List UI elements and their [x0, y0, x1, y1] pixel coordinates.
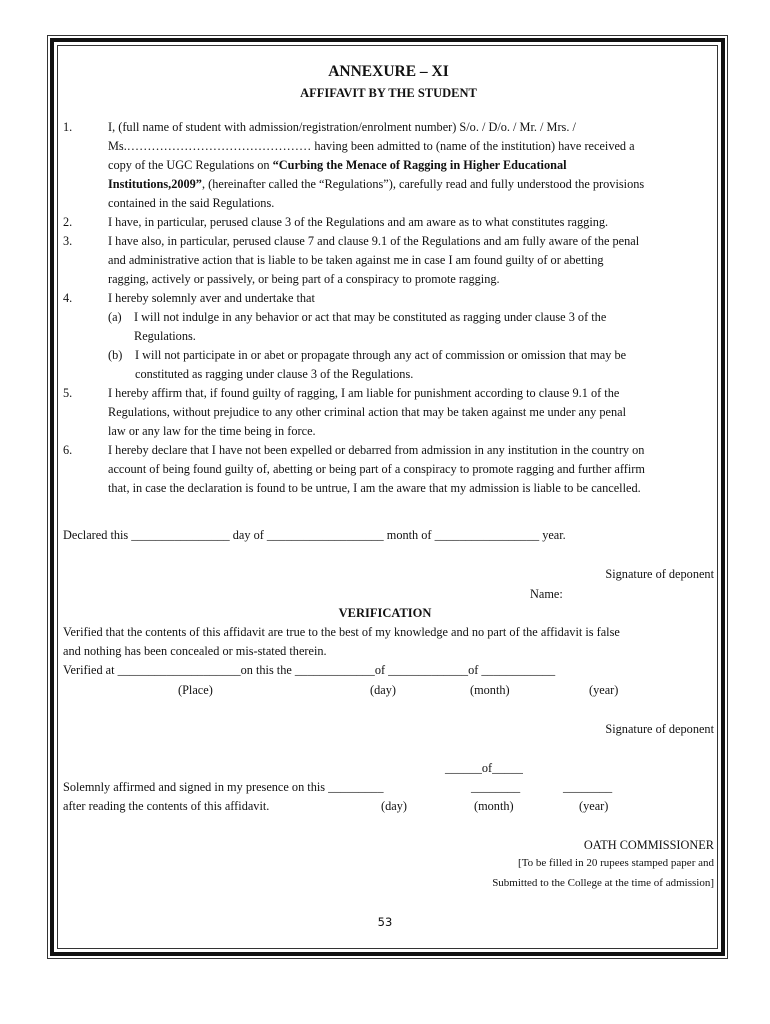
stamp-paper-note: [To be filled in 20 rupees stamped paper and [518, 857, 714, 869]
clause-4 [63, 289, 714, 384]
clause-line: Ms.……………………………………… having been admitted to (name of the institution) have received a [108, 139, 635, 153]
year-label-2: (year) [579, 799, 609, 813]
clause-number: 2. [63, 215, 73, 229]
clause-line: contained in the said Regulations. [108, 196, 275, 210]
clause-2 [63, 213, 714, 232]
clause-1 [63, 118, 714, 213]
clause-line: that, in case the declaration is found to be untrue, I am the aware that my admission is liable to be cancelled. [108, 481, 641, 495]
year-blank: ________ [563, 780, 613, 794]
regulation-title-end: Institutions,2009” [108, 177, 202, 191]
day-label-2: (day) [381, 799, 407, 813]
clause-line: I have, in particular, perused clause 3 of the Regulations and am aware as to what constitutes ragging. [108, 215, 609, 229]
clause-line: ragging, actively or passively, or being part of a conspiracy to promote ragging. [108, 272, 500, 286]
date-blank: ______of_____ [445, 761, 523, 775]
page-number: 53 [377, 915, 393, 929]
verification-heading: VERIFICATION [338, 606, 432, 620]
declared-line: Declared this ________________ day of ___________________ month of _________________ year. [63, 528, 566, 542]
clause-number: 3. [63, 234, 73, 248]
place-label: (Place) [178, 683, 213, 697]
clause-line: I will not participate in or abet or propagate through any act of commission or omission that may be [135, 348, 627, 362]
clause-5 [63, 384, 714, 441]
clause-line: and administrative action that is liable to be taken against me in case I am found guilty of or abetting [108, 253, 604, 267]
clause-line: Regulations, without prejudice to any other criminal action that may be taken against me under any penal [108, 405, 627, 419]
clause-number: 5. [63, 386, 73, 400]
clause-line: account of being found guilty of, abetting or being part of a conspiracy to promote ragging and further affirm [108, 462, 645, 476]
verification-line: Verified that the contents of this affidavit are true to the best of my knowledge and no part of the affidavit is false [63, 625, 620, 639]
solemnly-affirmed-line: Solemnly affirmed and signed in my presence on this _________ [63, 780, 384, 794]
clause-line: I hereby affirm that, if found guilty of ragging, I am liable for punishment according to clause 9.1 of the [108, 386, 620, 400]
sub-clause-b [108, 346, 714, 384]
sub-clause-label: (a) [108, 310, 122, 324]
verification-line: and nothing has been concealed or mis-stated therein. [63, 644, 327, 658]
clause-line: constituted as ragging under clause 3 of the Regulations. [135, 367, 414, 381]
affidavit-subtitle: AFFIFAVIT BY THE STUDENT [300, 86, 477, 100]
day-label: (day) [370, 683, 396, 697]
regulation-title: “Curbing the Menace of Ragging in Higher Educational [272, 158, 567, 172]
verified-at-line: Verified at ____________________on this the _____________of _____________of ____________ [63, 663, 556, 677]
signature-of-deponent-2: Signature of deponent [605, 722, 714, 736]
clause-number: 4. [63, 291, 73, 305]
clause-line: I will not indulge in any behavior or act that may be constituted as ragging under clause 3 of the [134, 310, 607, 324]
month-blank: ________ [471, 780, 521, 794]
clause-line: I hereby declare that I have not been expelled or debarred from admission in any institution in the country on [108, 443, 645, 457]
name-label: Name: [530, 587, 563, 601]
submission-note: Submitted to the College at the time of admission] [492, 877, 714, 889]
clause-line: I have also, in particular, perused clause 7 and clause 9.1 of the Regulations and am fully aware of the penal [108, 234, 640, 248]
clause-line: Institutions,2009”, (hereinafter called the “Regulations”), carefully read and fully understood the provisions [108, 177, 645, 191]
clause-number: 6. [63, 443, 73, 457]
clause-line: I, (full name of student with admission/registration/enrolment number) S/o. / D/o. / Mr. / Mrs. / [108, 120, 576, 134]
clause-line: law or any law for the time being in force. [108, 424, 316, 438]
year-label: (year) [589, 683, 619, 697]
affidavit-document [63, 62, 714, 498]
month-label: (month) [470, 683, 510, 697]
clause-3 [63, 232, 714, 289]
sub-clause-label: (b) [108, 348, 123, 362]
annexure-title: ANNEXURE – XI [328, 63, 449, 80]
sub-clause-a [108, 308, 714, 346]
signature-of-deponent-1: Signature of deponent [605, 567, 714, 581]
clause-line: copy of the UGC Regulations on “Curbing the Menace of Ragging in Higher Educational [108, 158, 567, 172]
after-reading-line: after reading the contents of this affidavit. [63, 799, 270, 813]
month-label-2: (month) [474, 799, 514, 813]
clause-number: 1. [63, 120, 73, 134]
clause-line: I hereby solemnly aver and undertake that [108, 291, 315, 305]
clause-6 [63, 441, 714, 498]
oath-commissioner: OATH COMMISSIONER [583, 838, 714, 852]
clause-line: Regulations. [134, 329, 196, 343]
